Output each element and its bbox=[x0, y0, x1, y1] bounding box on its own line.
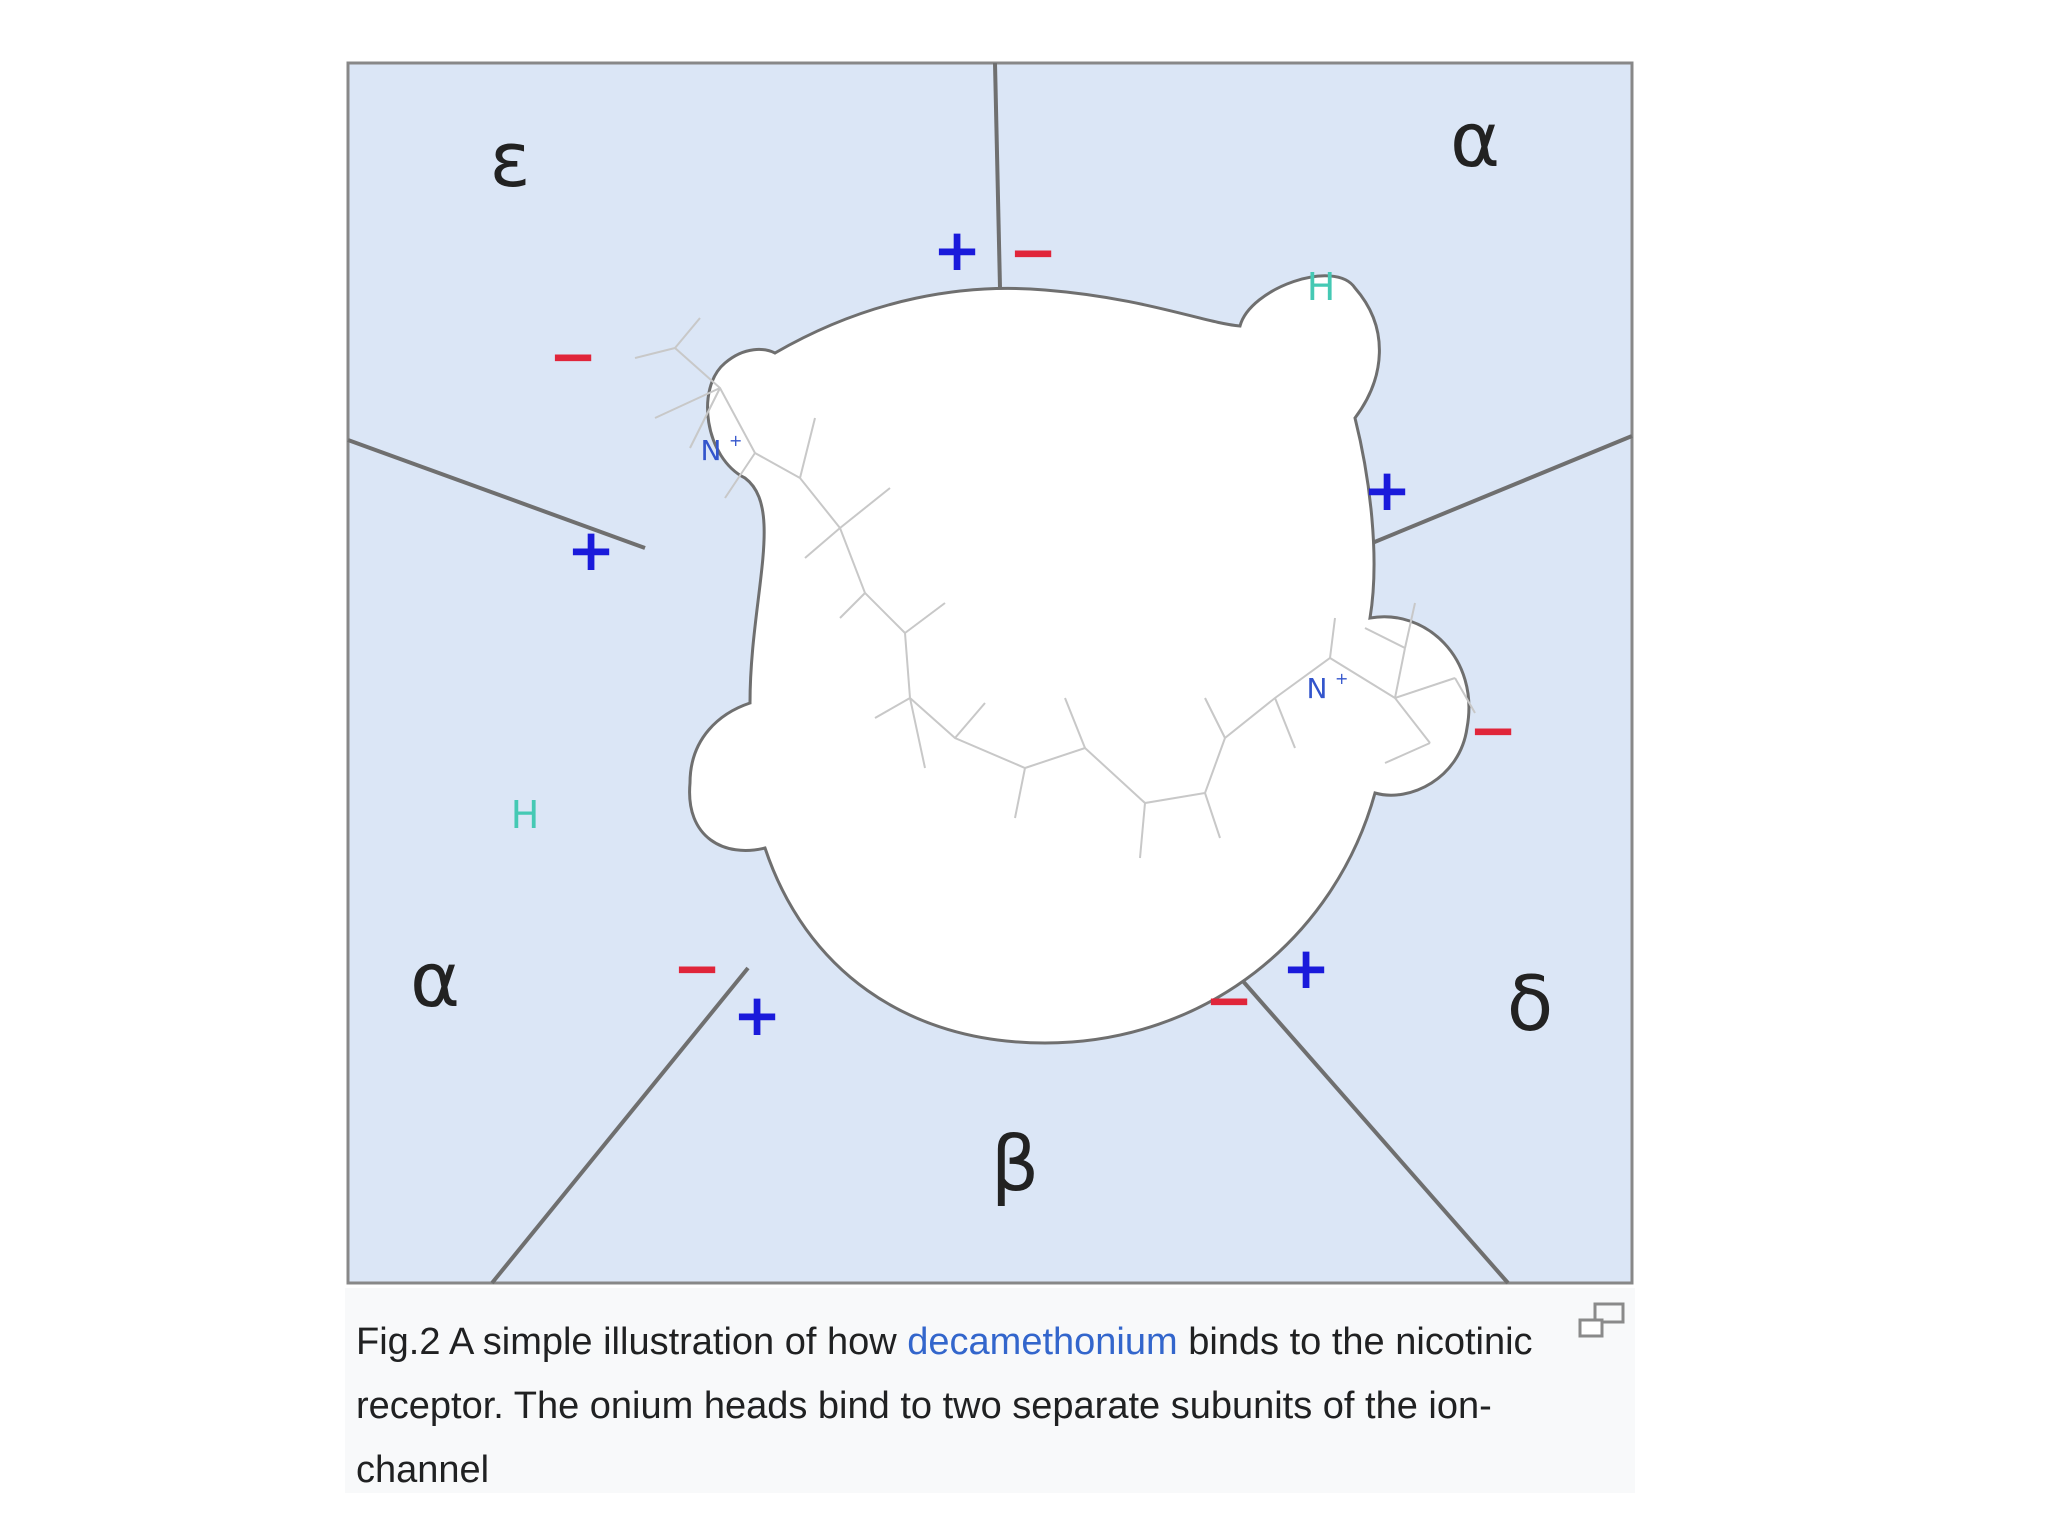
figure bbox=[345, 58, 1635, 1493]
charge-plus-left: + bbox=[566, 516, 616, 584]
charge-minus-top: − bbox=[1008, 218, 1058, 286]
caption-prefix: Fig.2 A simple illustration of how bbox=[356, 1321, 908, 1363]
subunit-label-alpha-left: α bbox=[409, 935, 461, 1024]
charge-minus-bottom-left: − bbox=[672, 934, 722, 1002]
charge-minus-right: − bbox=[1468, 696, 1518, 764]
subunit-label-epsilon: ε bbox=[489, 115, 531, 204]
charge-plus-bottom-left: + bbox=[732, 981, 782, 1049]
nitrogen-label-left: N bbox=[700, 434, 722, 467]
nitrogen-charge-right: + bbox=[1335, 669, 1349, 688]
receptor-diagram bbox=[345, 58, 1635, 1288]
charge-plus-right: + bbox=[1362, 456, 1412, 524]
charge-minus-bottom-right: − bbox=[1204, 966, 1254, 1034]
caption-suffix: binds to the nicotinic receptor. The onium heads bind to two separate subunits of the ion-channel bbox=[356, 1321, 1533, 1491]
hbond-label-top: H bbox=[1306, 265, 1336, 309]
charge-minus-left: − bbox=[548, 322, 598, 390]
subunit-label-delta: δ bbox=[1506, 959, 1554, 1048]
subunit-label-beta: β bbox=[990, 1119, 1040, 1208]
charge-plus-top: + bbox=[932, 216, 982, 284]
nitrogen-charge-left: + bbox=[729, 431, 743, 450]
nitrogen-label-right: N bbox=[1306, 672, 1328, 705]
figure-caption bbox=[345, 1288, 1635, 1493]
enlarge-icon[interactable] bbox=[1577, 1302, 1627, 1340]
charge-plus-bottom-right: + bbox=[1281, 934, 1331, 1002]
hbond-label-left: H bbox=[510, 793, 540, 837]
caption-link-decamethonium[interactable]: decamethonium bbox=[907, 1321, 1178, 1363]
subunit-label-alpha-top: α bbox=[1449, 95, 1501, 184]
